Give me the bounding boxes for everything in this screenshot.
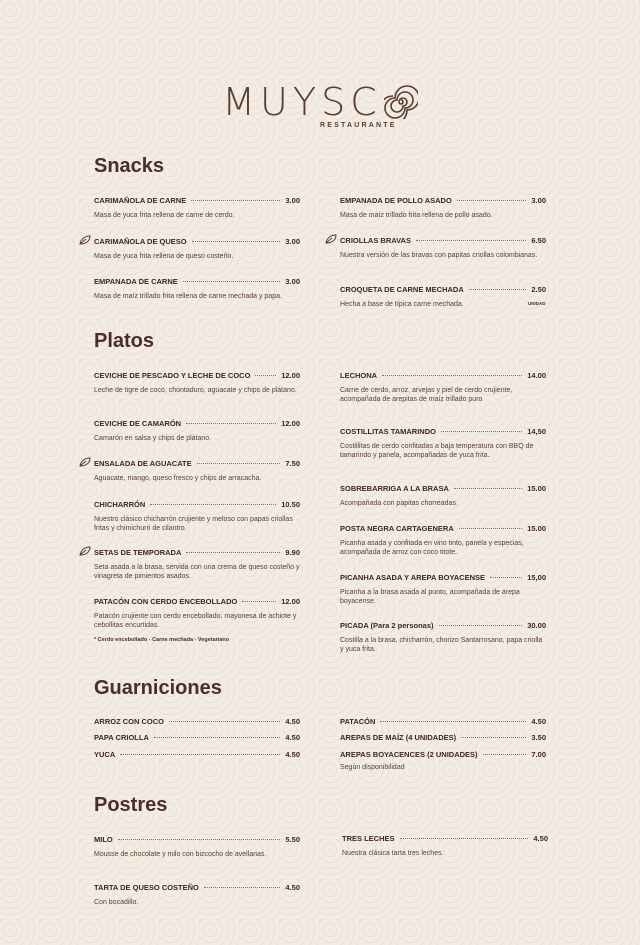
spiral-icon <box>384 85 418 119</box>
item-name: ENSALADA DE AGUACATE <box>94 459 192 468</box>
item-price: 3.00 <box>531 196 546 205</box>
brand-name: MUYSC <box>222 80 382 124</box>
menu-item <box>340 621 546 654</box>
item-name: ARROZ CON COCO <box>94 717 164 726</box>
item-name: SOBREBARRIGA A LA BRASA <box>340 484 449 493</box>
item-description: Patacón crujiente con cerdo encebollado, mayonesa de achiote y cebollitas encurtidas. <box>94 613 297 629</box>
item-name: EMPANADA DE POLLO ASADO <box>340 196 452 205</box>
item-price: 5.50 <box>285 835 300 844</box>
item-description: Camarón en salsa y chips de plátano. <box>94 435 212 442</box>
brand-subtitle: RESTAURANTE <box>320 122 397 129</box>
item-description: Masa de yuca frita rellena de carne de cerdo. <box>94 212 235 219</box>
item-name: CEVICHE DE PESCADO Y LECHE DE COCO <box>94 371 251 380</box>
item-price: 2.50 <box>531 285 546 294</box>
menu-item <box>340 573 546 606</box>
menu-item <box>94 237 300 262</box>
leaf-icon <box>79 546 91 556</box>
item-price: 4.50 <box>533 834 548 843</box>
item-price: 4.50 <box>531 717 546 726</box>
section-title-postres: Postres <box>94 794 168 816</box>
menu-item <box>340 371 546 404</box>
item-name: CRIOLLAS BRAVAS <box>340 236 411 245</box>
item-name: LECHONA <box>340 371 378 380</box>
menu-item <box>340 285 546 310</box>
item-price: 4.50 <box>285 883 300 892</box>
item-name: MILO <box>94 835 113 844</box>
leaf-icon <box>325 234 337 244</box>
item-name: TARTA DE QUESO COSTEÑO <box>94 883 199 892</box>
menu-item <box>342 834 548 859</box>
item-price: 15,00 <box>527 573 546 582</box>
menu-item <box>94 733 300 742</box>
menu-item <box>94 750 300 759</box>
brand-wordmark <box>222 80 417 124</box>
footnote: * Cerdo encebollado - Carne mechada - Vegetariano <box>94 637 230 643</box>
menu-item <box>94 196 300 221</box>
item-name: AREPAS BOYACENCES (2 UNIDADES) <box>340 750 478 759</box>
item-name: CEVICHE DE CAMARÓN <box>94 419 182 428</box>
item-name: PAPA CRIOLLA <box>94 733 149 742</box>
item-name: POSTA NEGRA CARTAGENERA <box>340 524 454 533</box>
item-description: Mousse de chocolate y milo con bizcocho de avellanas. <box>94 851 267 858</box>
item-price: 3.00 <box>285 277 300 286</box>
item-description: Carne de cerdo, arroz, arvejas y piel de cerdo crujiente, acompañada de arepitas de maíz trillado puro <box>340 387 513 403</box>
item-name: CARIMAÑOLA DE CARNE <box>94 196 187 205</box>
item-price: 14,50 <box>527 427 546 436</box>
item-description: Masa de maíz trillado frita rellena de pollo asado. <box>340 212 493 219</box>
menu-item <box>340 750 546 773</box>
menu-item <box>340 236 546 261</box>
item-price: 6.50 <box>531 236 546 245</box>
menu-item <box>94 277 300 302</box>
leaf-icon <box>79 457 91 467</box>
item-price: 9.90 <box>285 548 300 557</box>
brand-logo <box>0 80 640 124</box>
menu-item <box>340 196 546 221</box>
menu-item <box>340 524 546 557</box>
menu-item <box>340 484 546 509</box>
item-description: Masa de yuca frita rellena de queso costeño. <box>94 253 234 260</box>
menu-item <box>94 883 300 908</box>
section-title-platos: Platos <box>94 330 155 352</box>
item-price: 15.00 <box>527 484 546 493</box>
menu-item <box>94 371 300 396</box>
item-name: AREPAS DE MAÍZ (4 UNIDADES) <box>340 733 457 742</box>
item-description: Aguacate, mango, queso fresco y chips de arracacha. <box>94 475 262 482</box>
menu-item <box>94 459 300 484</box>
item-name: PICADA (Para 2 personas) <box>340 621 434 630</box>
item-description: Costilla a la brasa, chicharrón, chorizo Santarrosano, papa criolla y yuca frita. <box>340 637 543 653</box>
item-description: Acompañada con papitas chorreadas. <box>340 500 458 507</box>
item-description: Picanha a la brasa asada al punto, acompañada de arepa boyacense. <box>340 589 520 605</box>
item-description: Nuestra versión de las bravas con papitas criollas colombianas. <box>340 252 538 259</box>
item-name: CARIMAÑOLA DE QUESO <box>94 237 187 246</box>
item-description: Costillitas de cerdo confitadas a baja temperatura con BBQ de tamarindo y panela, acompañadas de yuca frita. <box>340 443 534 459</box>
item-description: Seta asada a la brasa, servida con una crema de queso costeño y vinagreta de pimientos asados. <box>94 564 300 580</box>
item-description: Hecha a base de típica carne mechada. <box>340 301 464 308</box>
item-price: 30.00 <box>527 621 546 630</box>
item-name: PATACÓN CON CERDO ENCEBOLLADO <box>94 597 238 606</box>
item-price: 4.50 <box>285 717 300 726</box>
item-name: COSTILLITAS TAMARINDO <box>340 427 436 436</box>
item-description: Leche de tigre de coco, chontaduro, aguacate y chips de plátano. <box>94 387 297 394</box>
item-price: 3.00 <box>285 196 300 205</box>
item-price: 4.50 <box>285 750 300 759</box>
item-name: TRES LECHES <box>342 834 395 843</box>
menu-item <box>94 500 300 533</box>
section-title-snacks: Snacks <box>94 155 165 177</box>
menu-item <box>94 597 300 630</box>
item-price: 7.50 <box>285 459 300 468</box>
item-name: PATACÓN <box>340 717 376 726</box>
item-name: PICANHA ASADA Y AREPA BOYACENSE <box>340 573 486 582</box>
item-price: 10.50 <box>281 500 300 509</box>
item-price: 12.00 <box>281 371 300 380</box>
leaf-icon <box>79 235 91 245</box>
menu-item <box>340 733 546 742</box>
item-price: 4.50 <box>285 733 300 742</box>
item-name: EMPANADA DE CARNE <box>94 277 178 286</box>
menu-item <box>94 548 300 581</box>
item-description: Con bocadillo. <box>94 899 139 906</box>
item-price: 12.00 <box>281 419 300 428</box>
menu-item <box>94 717 300 726</box>
item-price: 7.00 <box>531 750 546 759</box>
item-price: 12.00 <box>281 597 300 606</box>
section-title-guarniciones: Guarniciones <box>94 677 222 699</box>
item-description: Nuestra clásica tarta tres leches. <box>342 850 444 857</box>
item-description: Masa de maíz trillado frita rellena de carne mechada y papa. <box>94 293 282 300</box>
item-price: 3.00 <box>285 237 300 246</box>
unit-label: UNIDAD <box>528 301 546 306</box>
item-description: Picanha asada y confitada en vino tinto, panela y especias, acompañada de arroz con coco titote. <box>340 540 524 556</box>
menu-item <box>94 835 300 860</box>
item-name: YUCA <box>94 750 116 759</box>
item-description: Nuestro clásico chicharrón crujiente y meloso con papas criollas fritas y chimichurri de cilantro. <box>94 516 293 532</box>
item-description: Según disponibilidad <box>340 764 405 771</box>
item-price: 15.00 <box>527 524 546 533</box>
item-name: CHICHARRÓN <box>94 500 146 509</box>
menu-item <box>340 717 546 726</box>
menu-item <box>340 427 546 460</box>
item-price: 14.00 <box>527 371 546 380</box>
item-name: SETAS DE TEMPORADA <box>94 548 182 557</box>
item-price: 3.50 <box>531 733 546 742</box>
menu-item <box>94 419 300 444</box>
item-name: CROQUETA DE CARNE MECHADA <box>340 285 464 294</box>
